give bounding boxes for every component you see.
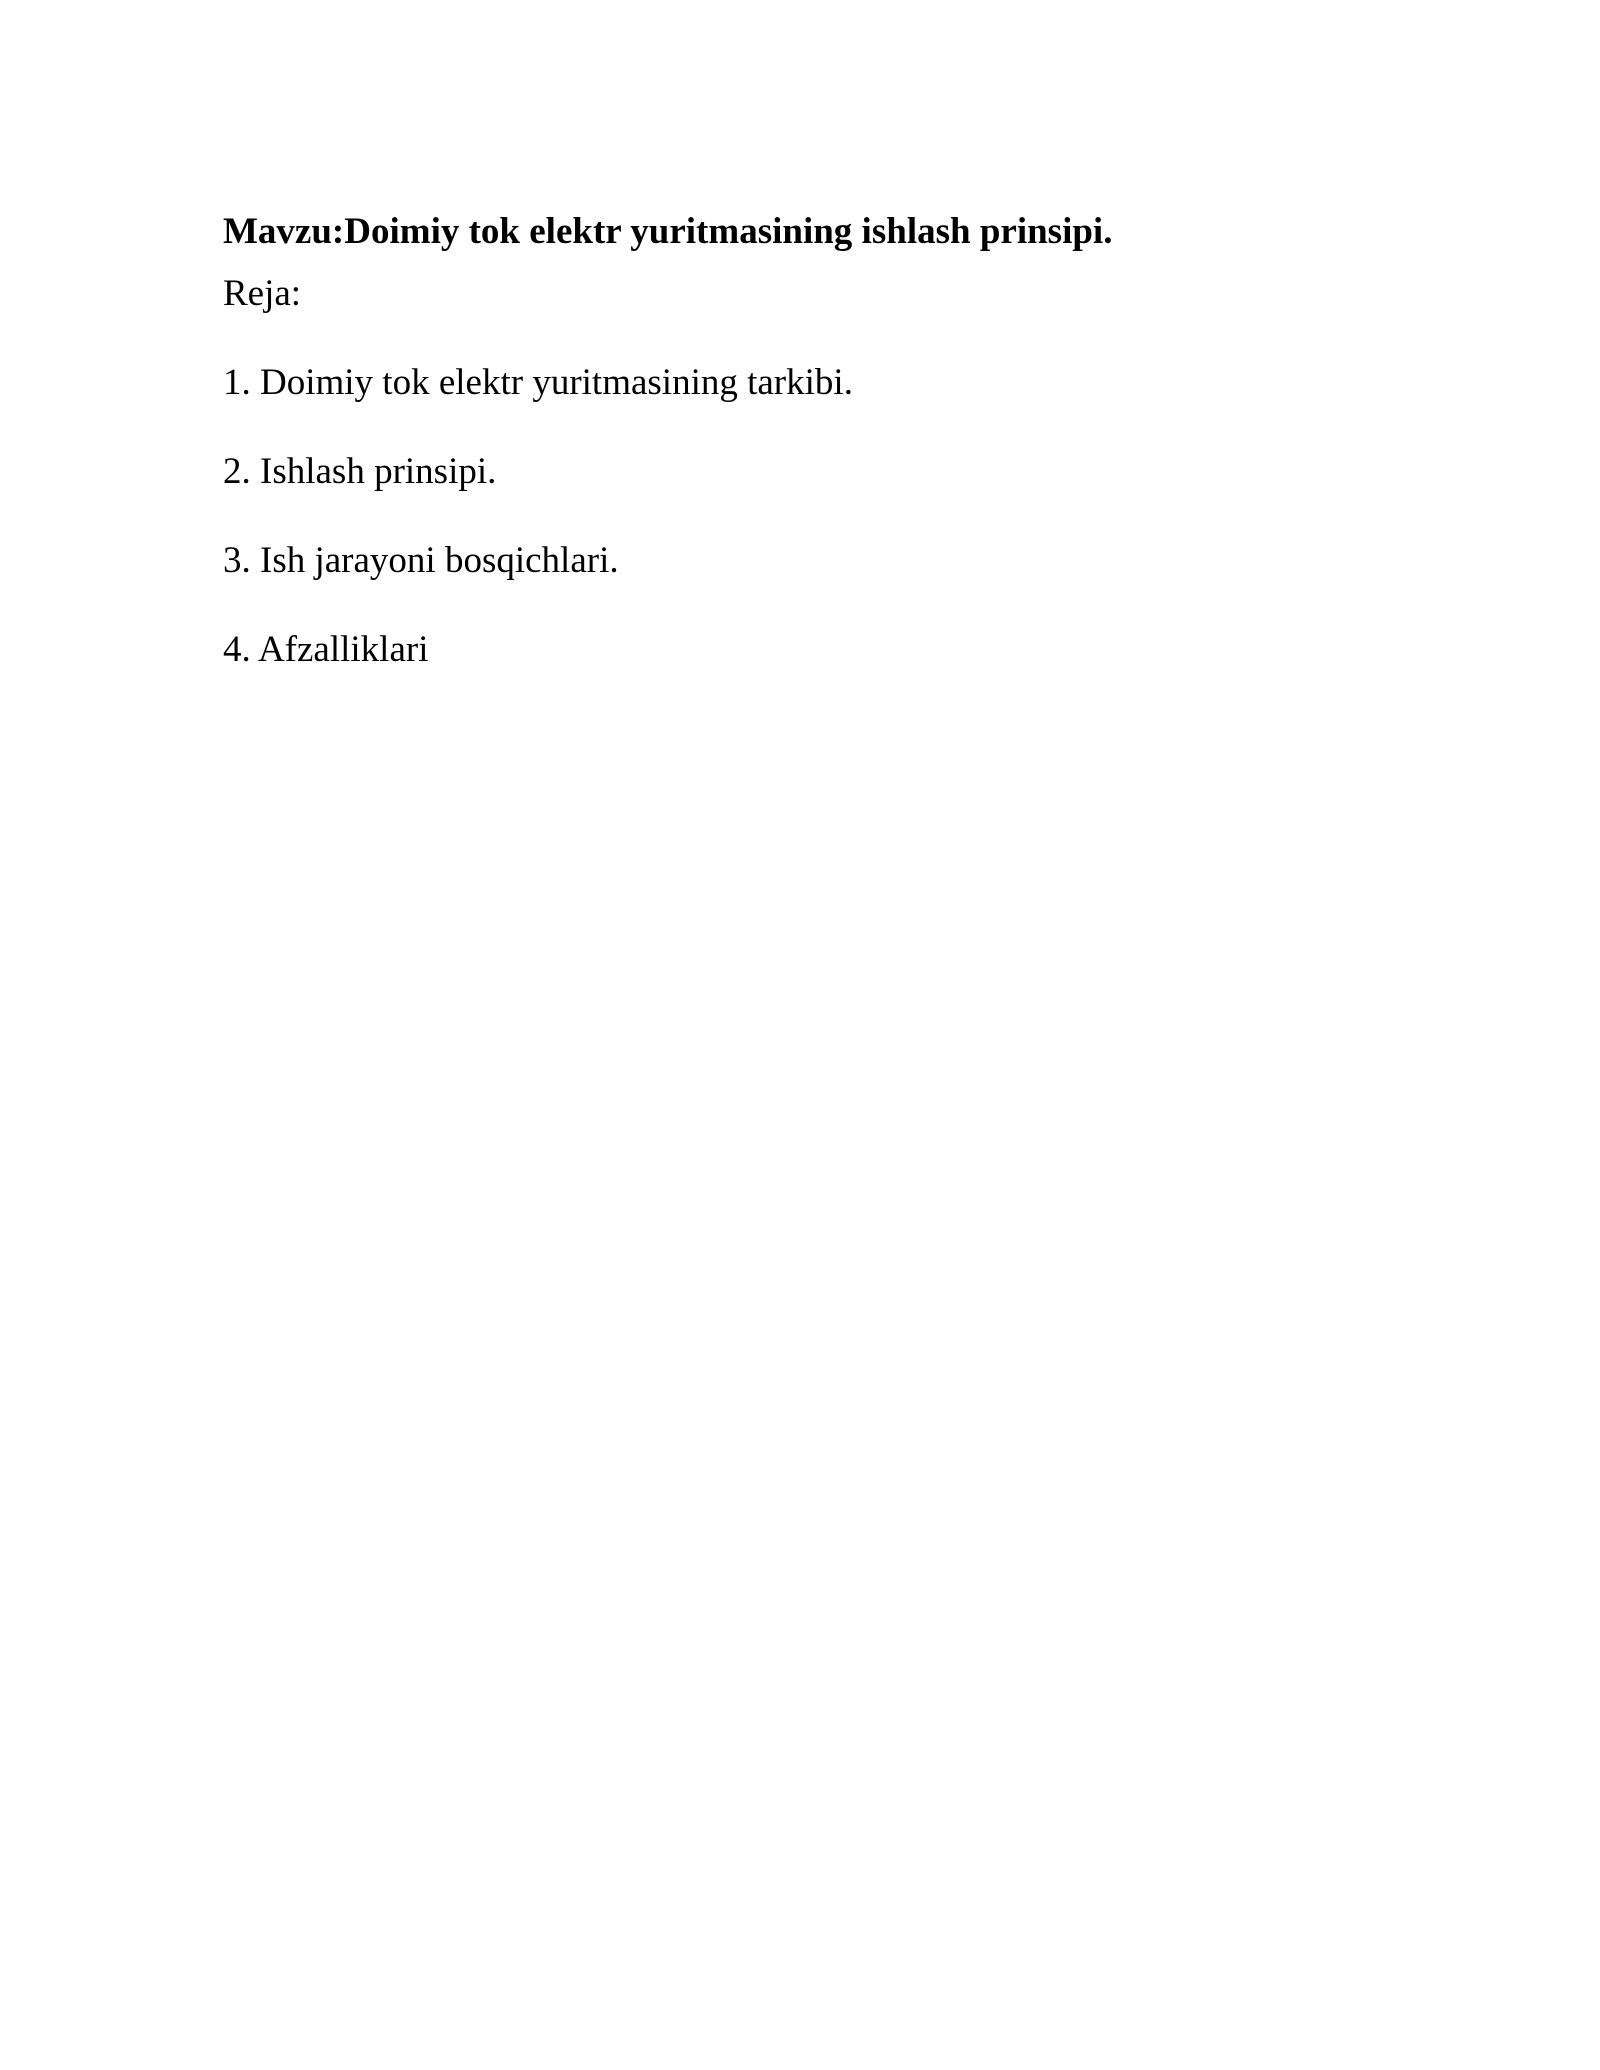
plan-item: 4. Afzalliklari [223, 629, 429, 670]
plan-item: 1. Doimiy tok elektr yuritmasining tarkibi. [223, 362, 853, 403]
plan-list [223, 357, 1373, 676]
plan-label: Reja: [223, 273, 302, 314]
document-body [223, 206, 1373, 713]
plan-item: 2. Ishlash prinsipi. [223, 451, 497, 492]
document-title: Mavzu:Doimiy tok elektr yuritmasining ishlash prinsipi. [223, 211, 1113, 252]
plan-item: 3. Ish jarayoni bosqichlari. [223, 540, 619, 581]
